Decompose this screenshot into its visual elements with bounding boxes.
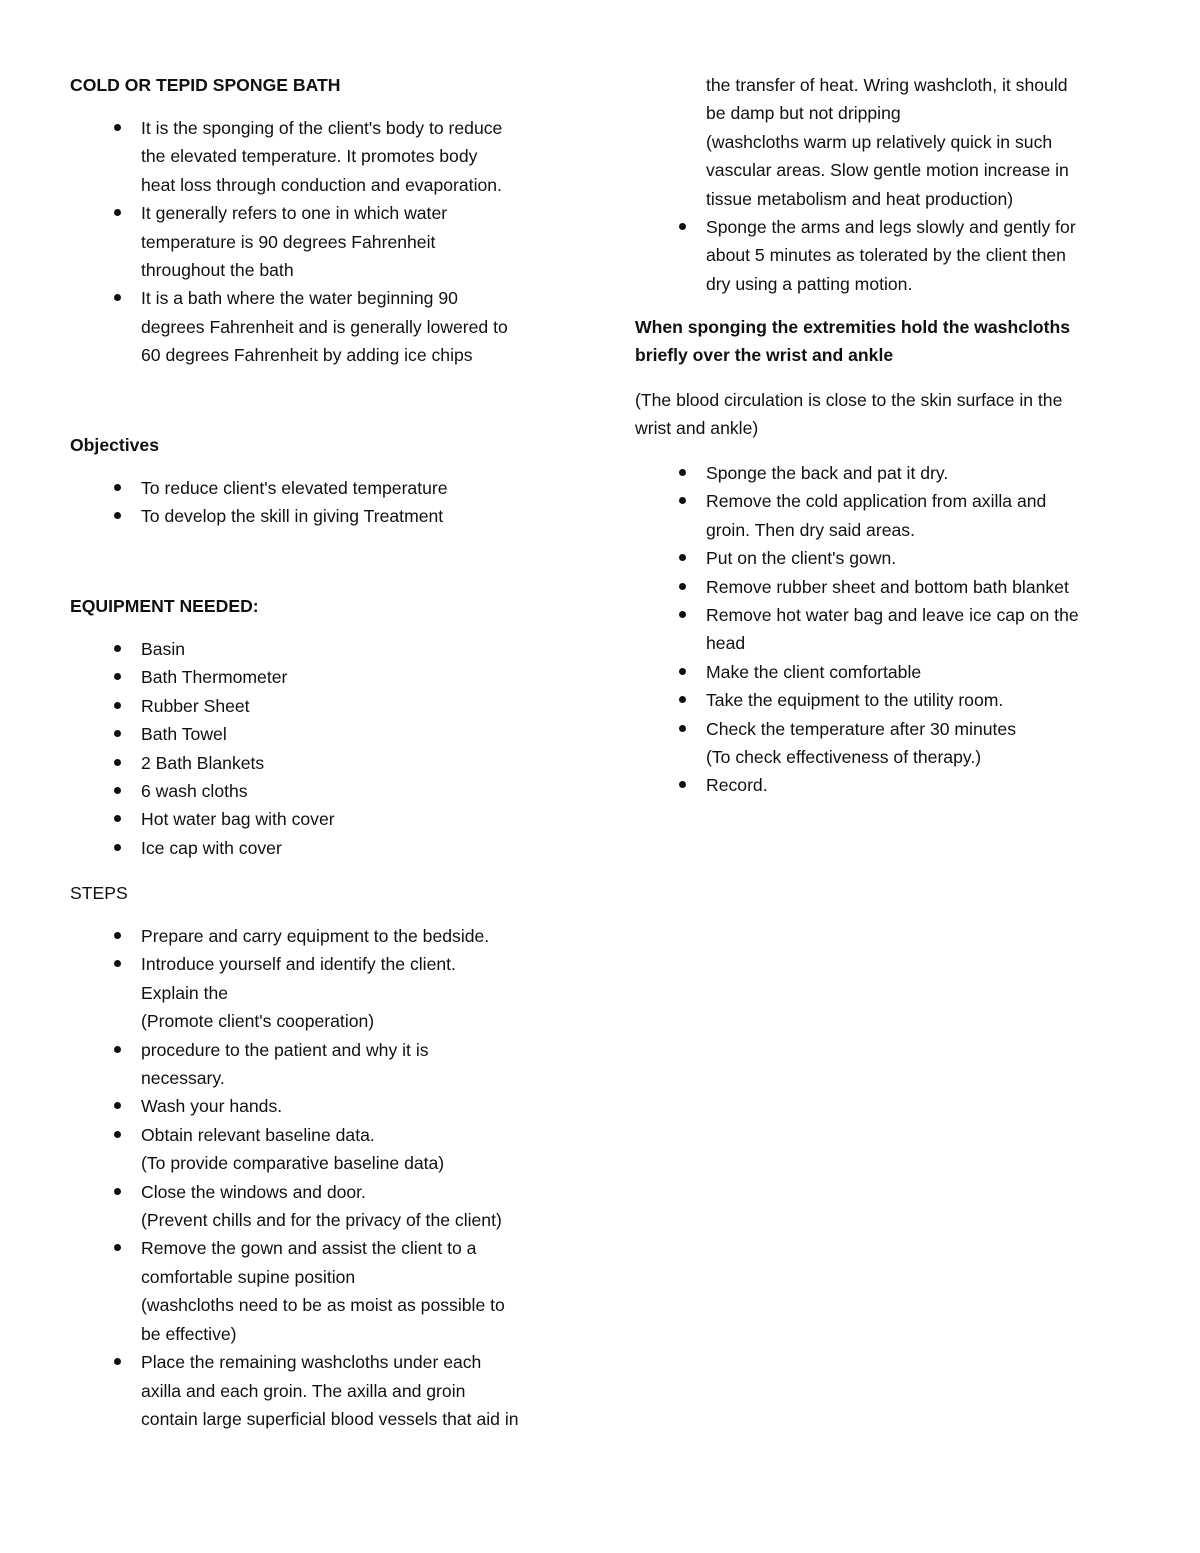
list-item: Prepare and carry equipment to the bedside. [70, 922, 590, 950]
list-item: Introduce yourself and identify the client. Explain the (Promote client's cooperation) [70, 950, 590, 1035]
list-item: Remove the gown and assist the client to a comfortable supine position (washcloths need to be as moist as possible to be effective) [70, 1234, 590, 1348]
list-item: Basin [70, 635, 570, 663]
list-item: Sponge the arms and legs slowly and gently for about 5 minutes as tolerated by the client then dry using a patting motion. [635, 213, 1130, 298]
circulation-note: (The blood circulation is close to the skin surface in the wrist and ankle) [635, 390, 1063, 439]
list-item: Remove the cold application from axilla and groin. Then dry said areas. [635, 487, 1130, 544]
list-item: Remove rubber sheet and bottom bath blanket [635, 573, 1130, 601]
list-item: Make the client comfortable [635, 658, 1130, 686]
step-continuation: the transfer of heat. Wring washcloth, it should be damp but not dripping (washcloths warm up relatively quick in such vascular areas. Slow gentle motion increase in tissue metabolism and heat production) [706, 75, 1069, 209]
list-item: Record. [635, 771, 1130, 799]
list-item: It is the sponging of the client's body to reduce the elevated temperature. It promotes body heat loss through conduction and evaporation. [70, 114, 570, 199]
list-item: Ice cap with cover [70, 834, 570, 862]
list-item: Take the equipment to the utility room. [635, 686, 1130, 714]
intro-list [70, 114, 570, 370]
list-item: Close the windows and door. (Prevent chills and for the privacy of the client) [70, 1178, 590, 1235]
list-item: Bath Towel [70, 720, 570, 748]
objectives-list [70, 474, 570, 531]
equipment-heading: EQUIPMENT NEEDED: [70, 596, 259, 616]
extremities-note: When sponging the extremities hold the washcloths briefly over the wrist and ankle [635, 317, 1070, 366]
list-item: Obtain relevant baseline data. (To provide comparative baseline data) [70, 1121, 590, 1178]
list-item: 2 Bath Blankets [70, 749, 570, 777]
list-item: To develop the skill in giving Treatment [70, 502, 570, 530]
list-item: Put on the client's gown. [635, 544, 1130, 572]
list-item: 6 wash cloths [70, 777, 570, 805]
steps-heading: STEPS [70, 883, 128, 903]
document-title: COLD OR TEPID SPONGE BATH [70, 75, 341, 95]
list-item: Hot water bag with cover [70, 805, 570, 833]
list-item: Place the remaining washcloths under each axilla and each groin. The axilla and groin contain large superficial blood vessels that aid in [70, 1348, 590, 1433]
list-item: Rubber Sheet [70, 692, 570, 720]
list-item: Wash your hands. [70, 1092, 590, 1120]
list-item: It generally refers to one in which water temperature is 90 degrees Fahrenheit throughout the bath [70, 199, 570, 284]
list-item: To reduce client's elevated temperature [70, 474, 570, 502]
list-item: Bath Thermometer [70, 663, 570, 691]
list-item: Remove hot water bag and leave ice cap on the head [635, 601, 1130, 658]
list-item: It is a bath where the water beginning 90 degrees Fahrenheit and is generally lowered to 60 degrees Fahrenheit by adding ice chips [70, 284, 570, 369]
equipment-list [70, 635, 570, 862]
final-steps-list [635, 459, 1130, 800]
arms-step-list [635, 213, 1130, 298]
list-item: Sponge the back and pat it dry. [635, 459, 1130, 487]
objectives-heading: Objectives [70, 435, 159, 455]
steps-list [70, 922, 590, 1433]
list-item: procedure to the patient and why it is necessary. [70, 1036, 590, 1093]
list-item: Check the temperature after 30 minutes (To check effectiveness of therapy.) [635, 715, 1130, 772]
